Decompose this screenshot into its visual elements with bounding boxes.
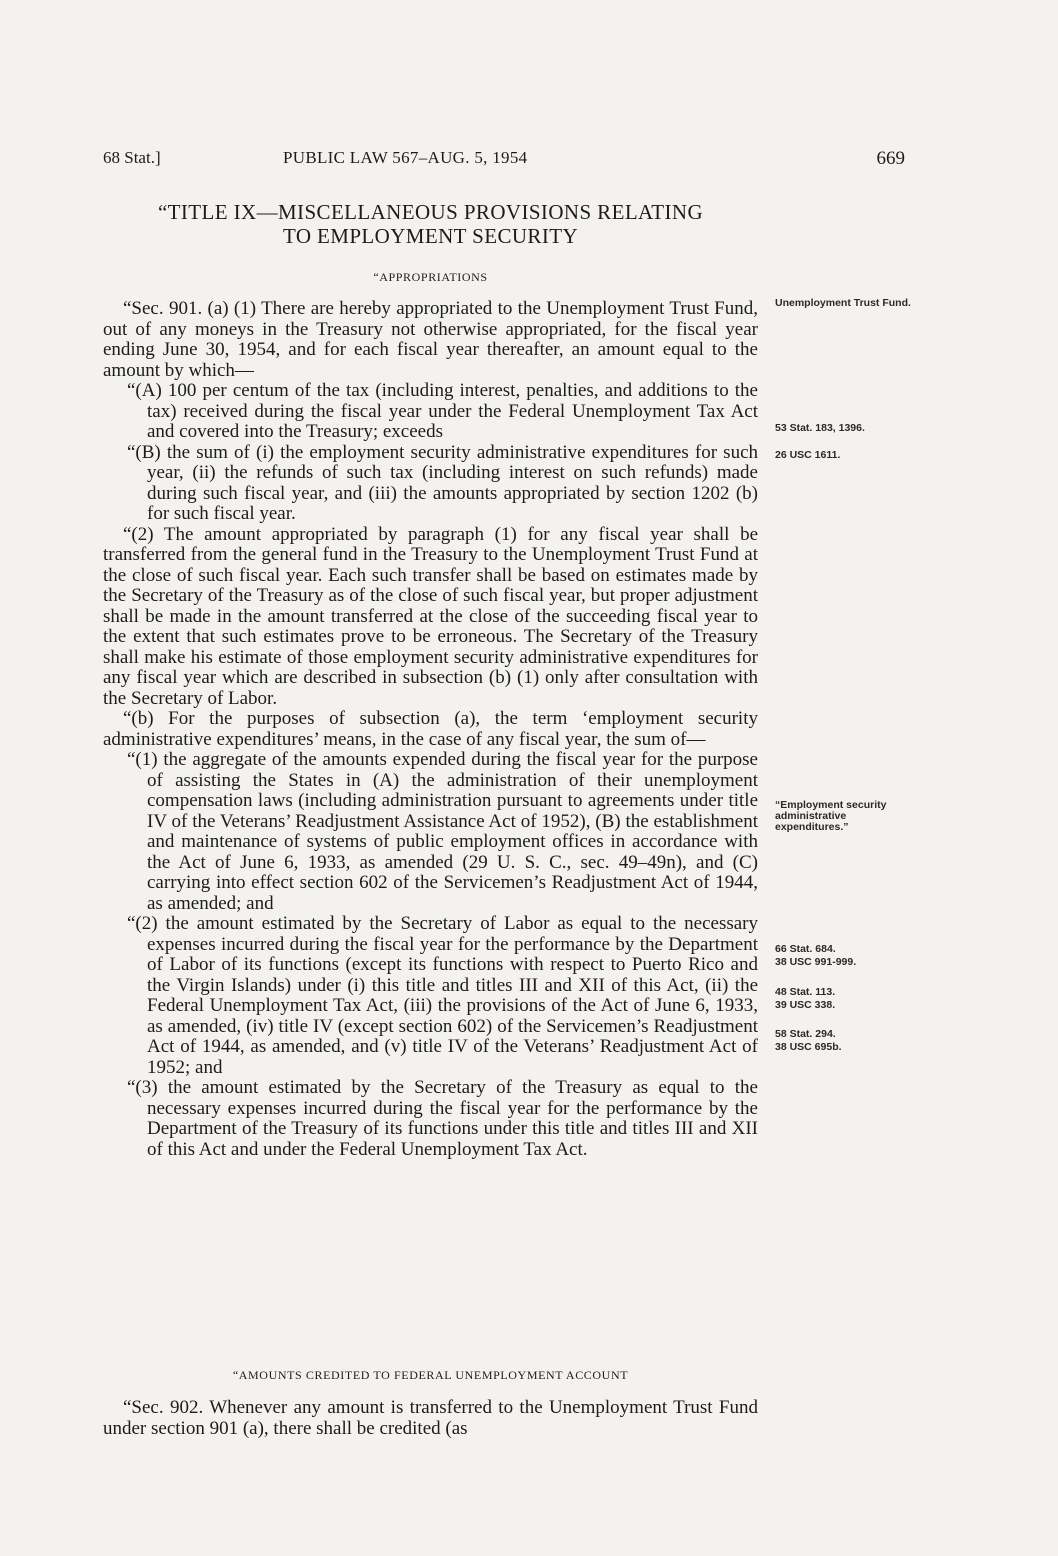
page-header [103,148,905,174]
margin-note-stat-684: 66 Stat. 684. [775,943,836,955]
margin-note-employment-security: “Employment security administrative expenditures.” [775,799,887,833]
sec901-a1-intro: “Sec. 901. (a) (1) There are hereby appropriated to the Unemployment Trust Fund, out of any moneys in the Treasury not otherwise appropriated, for the fiscal year ending June 30, 1954, and for each fiscal year thereafter, an amount equal to the amount by which— [103,298,758,381]
margin-note-usc-1611: 26 USC 1611. [775,449,841,461]
volume-reference: 68 Stat.] [103,148,161,167]
subhead-appropriations: “APPROPRIATIONS [373,270,488,284]
margin-note-stat-183: 53 Stat. 183, 1396. [775,422,865,434]
margin-note-usc-338: 39 USC 338. [775,999,836,1011]
title-heading [103,200,758,248]
sec901-b3: “(3) the amount estimated by the Secretary of the Treasury as equal to the necessary expenses incurred during the fiscal year for the performance by the Department of the Treasury of its functions under this title and titles III and XII of this Act and under the Federal Unemployment Tax Act. [127,1077,758,1160]
running-head: PUBLIC LAW 567–AUG. 5, 1954 [283,148,528,167]
sec901-a2: “(2) The amount appropriated by paragraph (1) for any fiscal year shall be transferred from the general fund in the Treasury to the Unemployment Trust Fund at the close of such fiscal year. Each such transfer shall be based on estimates made by the Secretary of the Treasury as of the close of such fiscal year, but proper adjustment shall be made in the amount transferred at the close of the succeeding fiscal year to the extent that such estimates prove to be erroneous. The Secretary of the Treasury shall make his estimate of those employment security administrative expenditures for any fiscal year which are described in subsection (b) (1) only after consultation with the Secretary of Labor. [103,523,758,709]
page-number: 669 [876,148,905,169]
sec902-text: “Sec. 902. Whenever any amount is transferred to the Unemployment Trust Fund under section 901 (a), there shall be credited (as [103,1397,758,1439]
sec901-b-intro: “(b) For the purposes of subsection (a), the term ‘employment security administrative expenditures’ means, in the case of any fiscal year, the sum of— [103,708,758,750]
subhead-amounts-credited: “AMOUNTS CREDITED TO FEDERAL UNEMPLOYMENT ACCOUNT [232,1368,629,1382]
sec901-b2: “(2) the amount estimated by the Secretary of Labor as equal to the necessary expenses incurred during the fiscal year for the performance by the Department of Labor of its functions (except its functions with respect to Puerto Rico and the Virgin Islands) under (i) this title and titles III and XII of this Act, (ii) the Federal Unemployment Tax Act, (iii) the provisions of the Act of June 6, 1933, as amended, (iv) title IV (except section 602) of the Servicemen’s Readjustment Act of 1944, as amended, and (v) title IV of the Veterans’ Readjustment Act of 1952; and [127,913,758,1078]
sec901-a1-B: “(B) the sum of (i) the employment security administrative expenditures for such year, (ii) the refunds of such tax (including interest on such refunds) made during such fiscal year, and (iii) the amounts appropriated by section 1202 (b) for such fiscal year. [127,441,758,524]
section-902 [103,1398,758,1439]
section-901 [103,299,758,1160]
sec901-a1-A: “(A) 100 per centum of the tax (including interest, penalties, and additions to the tax) received during the fiscal year under the Federal Unemployment Tax Act and covered into the Treasury; exceeds [127,380,758,442]
title-line-2: TO EMPLOYMENT SECURITY [282,224,579,248]
sec901-b1: “(1) the aggregate of the amounts expended during the fiscal year for the purpose of assisting the States in (A) the administration of their unemployment compensation laws (including administration pursuant to agreements under title IV of the Veterans’ Readjustment Assistance Act of 1952), (B) the establishment and maintenance of systems of public employment offices in accordance with the Act of June 6, 1933, as amended (29 U. S. C., sec. 49–49n), and (C) carrying into effect section 602 of the Servicemen’s Readjustment Act of 1944, as amended; and [127,749,758,914]
margin-note-stat-113: 48 Stat. 113. [775,986,836,998]
margin-note-usc-695b: 38 USC 695b. [775,1041,842,1053]
margin-note-usc-991: 38 USC 991-999. [775,956,857,968]
margin-note-stat-294: 58 Stat. 294. [775,1028,836,1040]
margin-note-trust-fund: Unemployment Trust Fund. [775,297,911,309]
title-line-1: “TITLE IX—MISCELLANEOUS PROVISIONS RELATING [157,200,704,224]
